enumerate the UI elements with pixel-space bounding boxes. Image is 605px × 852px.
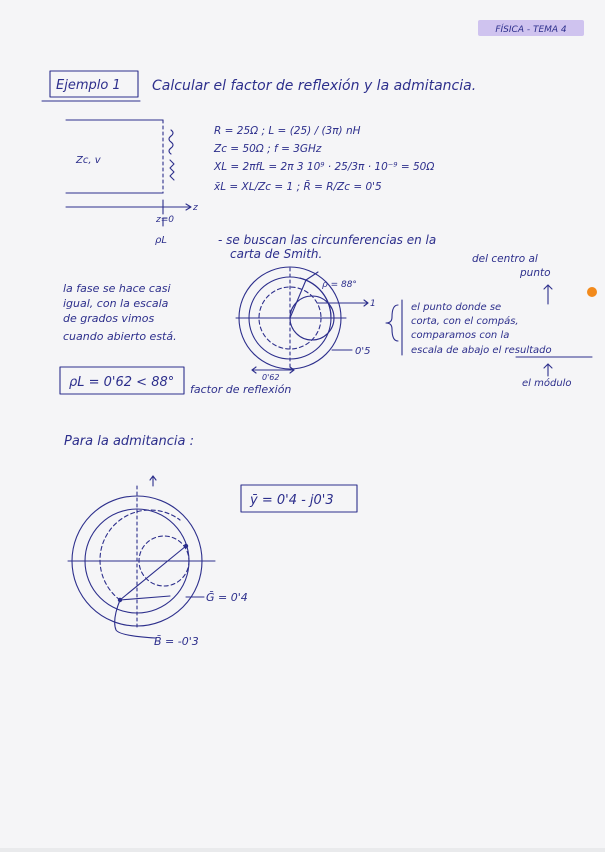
- right-note-top-2: punto: [520, 267, 551, 279]
- modulo-label: el módulo: [522, 378, 572, 389]
- smith-chart-admittance: [68, 476, 215, 638]
- right-note-3: comparamos con la: [411, 330, 510, 341]
- right-note-4: escala de abajo el resultado: [411, 345, 552, 356]
- equation-line-1: R = 25Ω ; L = (25) / (3π) nH: [214, 125, 361, 137]
- left-note-2: igual, con la escala: [63, 297, 169, 310]
- example-title: Calcular el factor de reflexión y la admitancia.: [152, 78, 477, 94]
- z0-label: z=0: [156, 215, 174, 225]
- smith-note-1: - se buscan las circunferencias en la: [218, 233, 437, 247]
- right-note-1: el punto donde se: [411, 302, 502, 313]
- load-label: ρL: [155, 235, 167, 246]
- smith1-r-label: 0'5: [355, 346, 371, 357]
- equation-line-3: XL = 2πfL = 2π 3 10⁹ · 25/3π · 10⁻⁹ = 50Ω: [214, 161, 435, 173]
- header-tag: FÍSICA - TEMA 4: [495, 25, 567, 35]
- orange-dot: [587, 287, 597, 297]
- smith2-b-label: B̄ = -0'3: [154, 635, 199, 648]
- result-box-text: ρL = 0'62 < 88°: [69, 375, 175, 390]
- right-note-top-1: del centro al: [472, 253, 538, 265]
- equation-line-2: Zc = 50Ω ; f = 3GHz: [214, 143, 322, 155]
- transmission-line-circuit: [66, 120, 191, 226]
- smith1-magnitude-label: 0'62: [262, 373, 280, 382]
- smith-note-2: carta de Smith.: [230, 247, 323, 261]
- example-label: Ejemplo 1: [56, 78, 121, 93]
- brace: [386, 305, 398, 341]
- z-axis-label: z: [193, 203, 198, 213]
- admittance-box-text: ȳ = 0'4 - j0'3: [250, 493, 334, 508]
- right-note-2: corta, con el compás,: [411, 316, 519, 327]
- left-note-4: cuando abierto está.: [63, 330, 177, 343]
- line-label: Zc, v: [76, 155, 101, 166]
- smith2-g-label: Ḡ = 0'4: [206, 591, 248, 604]
- admittance-title: Para la admitancia :: [64, 434, 194, 449]
- smith1-x-label: 1: [370, 299, 376, 309]
- result-caption: factor de reflexión: [190, 383, 292, 396]
- left-note-1: la fase se hace casi: [63, 282, 171, 295]
- left-note-3: de grados vimos: [63, 312, 155, 325]
- smith1-angle-label: ρ = 88°: [322, 280, 357, 290]
- equation-line-4: x̄L = XL/Zc = 1 ; R̄ = R/Zc = 0'5: [214, 181, 382, 193]
